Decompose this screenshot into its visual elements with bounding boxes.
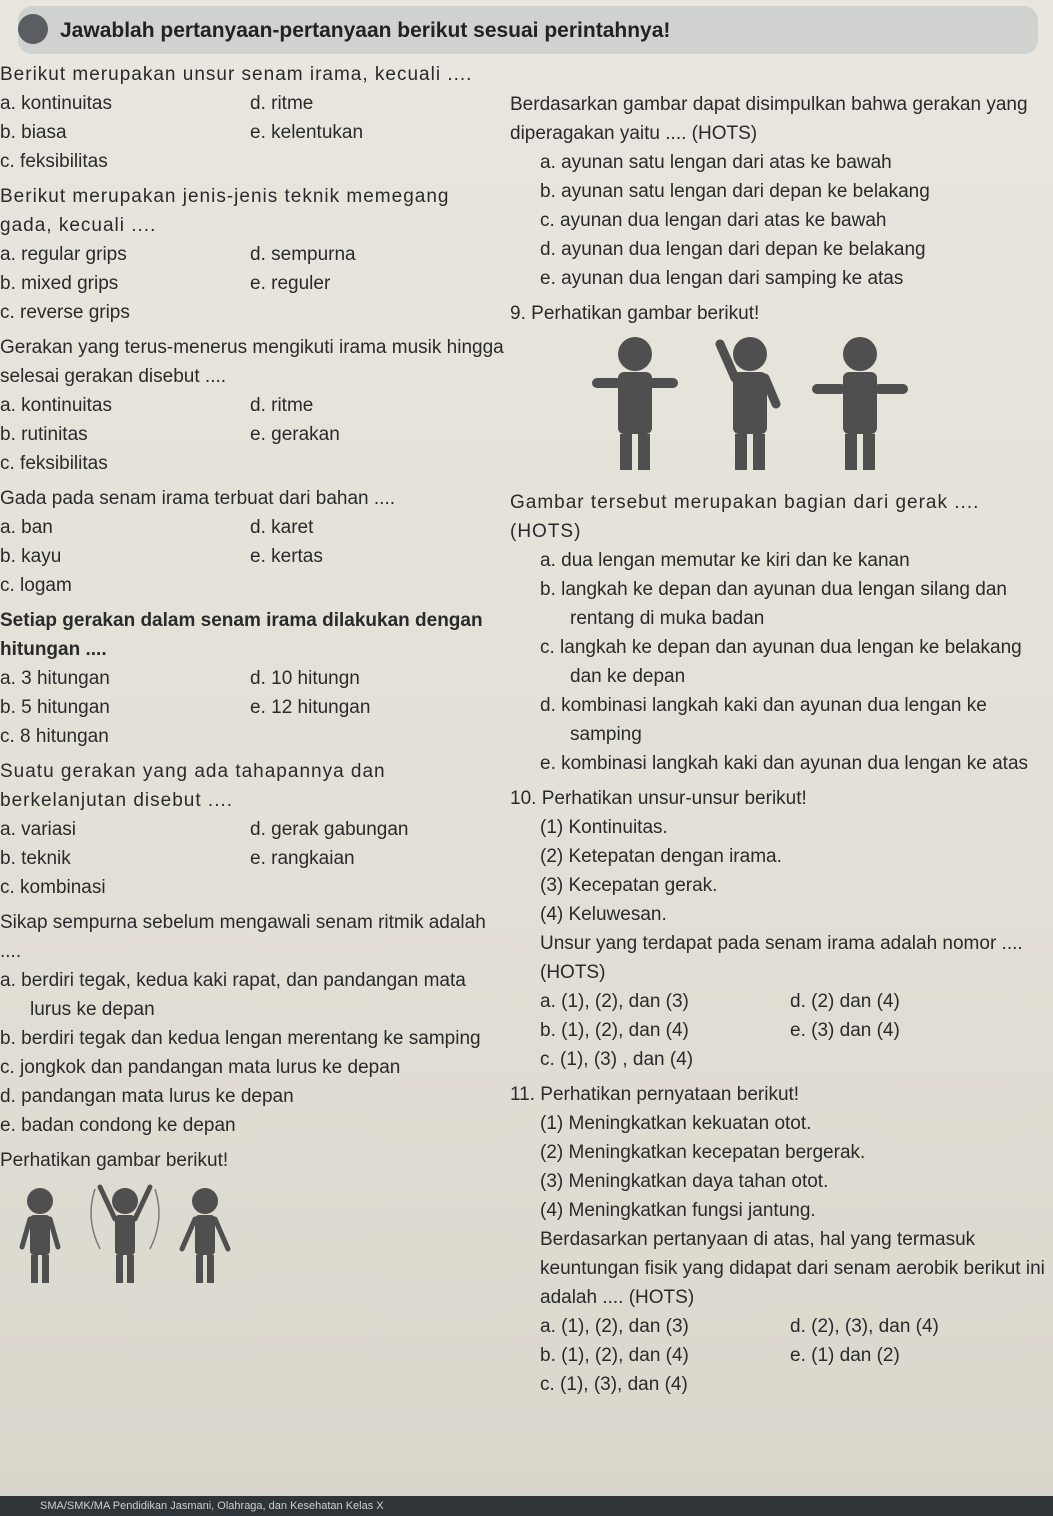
answer-options (0, 240, 505, 327)
option-e[interactable]: e. kombinasi langkah kaki dan ayunan dua lengan ke atas (540, 753, 1029, 774)
option-d[interactable]: d. ritme (250, 93, 314, 114)
question-stem: Gerakan yang terus-menerus mengikuti irama musik hingga selesai gerakan disebut .... (0, 337, 504, 387)
arm-swing-figure (0, 1179, 260, 1309)
answer-options (0, 513, 505, 600)
statement-item: (3) Kecepatan gerak. (540, 875, 718, 896)
question-9 (510, 299, 1050, 778)
statement-item: (1) Meningkatkan kekuatan otot. (540, 1113, 812, 1134)
option-e[interactable]: e. reguler (250, 273, 331, 294)
statement-list (510, 1109, 1050, 1399)
option-a[interactable]: a. ban (0, 517, 53, 538)
question-bahan-gada (0, 484, 505, 600)
option-c[interactable]: c. (1), (3), dan (4) (540, 1374, 688, 1395)
option-a[interactable]: a. (1), (2), dan (3) (540, 991, 689, 1012)
option-a[interactable]: a. (1), (2), dan (3) (540, 1316, 689, 1337)
statement-item: (2) Ketepatan dengan irama. (540, 846, 782, 867)
question-10 (510, 784, 1050, 1074)
question-intro-text: Perhatikan gambar berikut! (531, 303, 760, 324)
option-e[interactable]: e. ayunan dua lengan dari samping ke atas (540, 268, 904, 289)
option-d[interactable]: d. pandangan mata lurus ke depan (0, 1086, 294, 1107)
question-ayunan-lengan (510, 60, 1050, 293)
option-e[interactable]: e. badan condong ke depan (0, 1115, 236, 1136)
question-intro-text: Perhatikan unsur-unsur berikut! (541, 788, 807, 809)
option-a[interactable]: a. ayunan satu lengan dari atas ke bawah (540, 152, 892, 173)
instruction-banner (18, 6, 1038, 54)
statement-item: (1) Kontinuitas. (540, 817, 668, 838)
option-a[interactable]: a. berdiri tegak, kedua kaki rapat, dan pandangan mata lurus ke depan (0, 970, 466, 1020)
option-c[interactable]: c. (1), (3) , dan (4) (540, 1049, 694, 1070)
option-b[interactable]: b. teknik (0, 848, 71, 869)
option-e[interactable]: e. rangkaian (250, 848, 355, 869)
question-intro-text: Perhatikan pernyataan berikut! (540, 1084, 800, 1105)
option-a[interactable]: a. kontinuitas (0, 93, 112, 114)
question-hitungan (0, 606, 505, 751)
option-e[interactable]: e. kelentukan (250, 122, 364, 143)
right-column (510, 60, 1050, 1405)
option-c[interactable]: c. kombinasi (0, 877, 106, 898)
statement-item: (3) Meningkatkan daya tahan otot. (540, 1171, 829, 1192)
option-d[interactable]: d. karet (250, 517, 314, 538)
left-column (0, 60, 505, 1309)
banner-number-badge (18, 14, 48, 44)
answer-options (540, 1312, 1050, 1399)
question-stem: Berdasarkan pertanyaan di atas, hal yang termasuk keuntungan fisik yang didapat dari senam aerobik berikut ini adalah .... (HOTS) (540, 1229, 1045, 1308)
question-stem: Gada pada senam irama terbuat dari bahan .... (0, 488, 396, 509)
option-e[interactable]: e. 12 hitungan (250, 697, 371, 718)
option-c[interactable]: c. ayunan dua lengan dari atas ke bawah (540, 210, 887, 231)
answer-options (510, 148, 1050, 293)
option-b[interactable]: b. (1), (2), dan (4) (540, 1345, 689, 1366)
answer-options (510, 546, 1050, 778)
question-stem: Berikut merupakan unsur senam irama, kecuali .... (0, 64, 473, 85)
option-b[interactable]: b. langkah ke depan dan ayunan dua lengan silang dan rentang di muka badan (540, 579, 1007, 629)
question-stem: Gambar tersebut merupakan bagian dari gerak .... (HOTS) (510, 492, 980, 542)
option-d[interactable]: d. ayunan dua lengan dari depan ke belakang (540, 239, 926, 260)
option-b[interactable]: b. mixed grips (0, 273, 119, 294)
option-d[interactable]: d. (2), (3), dan (4) (790, 1316, 939, 1337)
answer-options (0, 391, 505, 478)
option-d[interactable]: d. 10 hitungn (250, 668, 360, 689)
question-teknik-gada (0, 182, 505, 327)
option-d[interactable]: d. gerak gabungan (250, 819, 409, 840)
option-d[interactable]: d. ritme (250, 395, 314, 416)
statement-item: (4) Meningkatkan fungsi jantung. (540, 1200, 816, 1221)
option-c[interactable]: c. jongkok dan pandangan mata lurus ke depan (0, 1057, 401, 1078)
gymnast-illustration (580, 332, 910, 482)
instruction-text: Jawablah pertanyaan-pertanyaan berikut sesuai perintahnya! (60, 19, 671, 42)
option-a[interactable]: a. regular grips (0, 244, 127, 265)
question-intro (510, 1080, 1050, 1109)
question-number: 9. (510, 303, 526, 324)
option-a[interactable]: a. variasi (0, 819, 77, 840)
option-c[interactable]: c. feksibilitas (0, 151, 108, 172)
statement-item: (4) Keluwesan. (540, 904, 667, 925)
option-c[interactable]: c. 8 hitungan (0, 726, 109, 747)
answer-options (0, 664, 505, 751)
question-tahapan-gerakan (0, 757, 505, 902)
question-number: 10. (510, 788, 537, 809)
question-stem: Sikap sempurna sebelum mengawali senam ritmik adalah .... (0, 912, 486, 962)
option-d[interactable]: d. (2) dan (4) (790, 991, 900, 1012)
option-c[interactable]: c. reverse grips (0, 302, 130, 323)
gymnast-figure (580, 332, 910, 482)
option-e[interactable]: e. kertas (250, 546, 323, 567)
question-number: 11. (510, 1084, 536, 1105)
question-unsur-senam (0, 60, 505, 176)
option-c[interactable]: c. logam (0, 575, 72, 596)
answer-options (0, 966, 505, 1140)
statement-item: (2) Meningkatkan kecepatan bergerak. (540, 1142, 866, 1163)
question-stem: Setiap gerakan dalam senam irama dilakukan dengan hitungan .... (0, 610, 483, 660)
option-c[interactable]: c. langkah ke depan dan ayunan dua lengan ke belakang dan ke depan (540, 637, 1022, 687)
question-stem: Suatu gerakan yang ada tahapannya dan berkelanjutan disebut .... (0, 761, 386, 811)
option-d[interactable]: d. sempurna (250, 244, 356, 265)
option-b[interactable]: b. ayunan satu lengan dari depan ke belakang (540, 181, 930, 202)
question-gerakan-irama (0, 333, 505, 478)
option-b[interactable]: b. biasa (0, 122, 67, 143)
arm-swing-illustration (0, 1179, 260, 1299)
question-intro (510, 784, 1050, 813)
option-b[interactable]: b. berdiri tegak dan kedua lengan merentang ke samping (0, 1028, 481, 1049)
question-sikap-sempurna (0, 908, 505, 1140)
option-e[interactable]: e. gerakan (250, 424, 340, 445)
answer-options (0, 815, 505, 902)
option-b[interactable]: b. kayu (0, 546, 62, 567)
option-e[interactable]: e. (1) dan (2) (790, 1345, 900, 1366)
question-intro (510, 299, 1050, 328)
answer-options (0, 89, 505, 176)
option-a[interactable]: a. kontinuitas (0, 395, 112, 416)
figure-intro: Perhatikan gambar berikut! (0, 1150, 229, 1171)
option-e[interactable]: e. (3) dan (4) (790, 1020, 900, 1041)
answer-options (540, 987, 1050, 1074)
statement-list (510, 813, 1050, 1074)
option-a[interactable]: a. 3 hitungan (0, 668, 110, 689)
option-b[interactable]: b. (1), (2), dan (4) (540, 1020, 689, 1041)
question-stem: Berikut merupakan jenis-jenis teknik memegang gada, kecuali .... (0, 186, 450, 236)
option-d[interactable]: d. kombinasi langkah kaki dan ayunan dua lengan ke samping (540, 695, 987, 745)
option-c[interactable]: c. feksibilitas (0, 453, 108, 474)
book-footer: SMA/SMK/MA Pendidikan Jasmani, Olahraga, dan Kesehatan Kelas X (0, 1496, 1053, 1516)
question-11 (510, 1080, 1050, 1399)
option-b[interactable]: b. 5 hitungan (0, 697, 110, 718)
option-b[interactable]: b. rutinitas (0, 424, 88, 445)
option-a[interactable]: a. dua lengan memutar ke kiri dan ke kanan (540, 550, 910, 571)
question-stem: Unsur yang terdapat pada senam irama adalah nomor .... (HOTS) (540, 933, 1023, 983)
question-stem: Berdasarkan gambar dapat disimpulkan bahwa gerakan yang diperagakan yaitu .... (HOTS) (510, 94, 1028, 144)
